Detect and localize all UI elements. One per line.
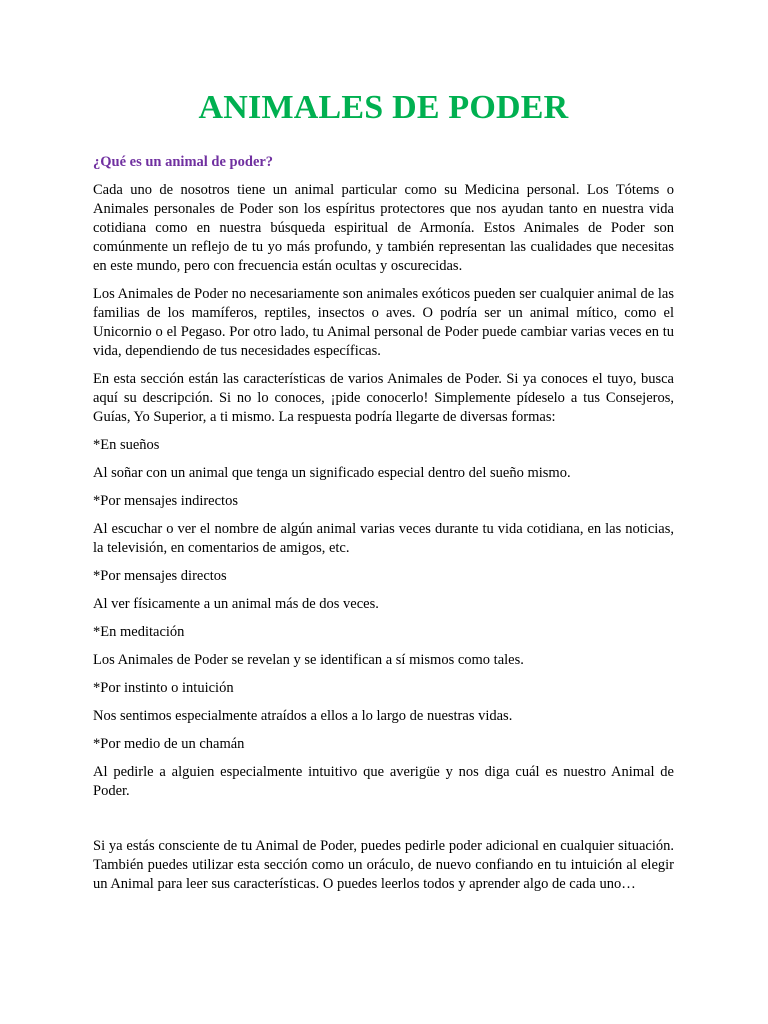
list-heading-suenos: *En sueños: [93, 437, 160, 453]
list-text-suenos: Al soñar con un animal que tenga un significado especial dentro del sueño mismo.: [93, 465, 571, 481]
list-text-indirectos: Al escuchar o ver el nombre de algún animal varias veces durante tu vida cotidiana, en las noticias, la televisión, en comentarios de amigos, etc.: [93, 521, 674, 556]
paragraph-closing: Si ya estás consciente de tu Animal de Poder, puedes pedirle poder adicional en cualquier situación. También puedes utilizar esta sección como un oráculo, de nuevo confiando en tu intuición al elegir un Animal para leer sus características. O puedes leerlos todos y aprender algo de cada uno…: [93, 838, 674, 892]
paragraph-spacer: [93, 810, 674, 837]
page-title: ANIMALES DE PODER: [198, 89, 569, 126]
list-text-meditacion: Los Animales de Poder se revelan y se identifican a sí mismos como tales.: [93, 652, 524, 668]
list-heading-chaman: *Por medio de un chamán: [93, 736, 245, 752]
paragraph-types: Los Animales de Poder no necesariamente son animales exóticos pueden ser cualquier animal de las familias de los mamíferos, reptiles, insectos o aves. O podría ser un animal mítico, como el Unicornio o el Pegaso. Por otro lado, tu Animal personal de Poder puede cambiar varias veces en tu vida, dependiendo de tus necesidades específicas.: [93, 286, 674, 359]
section-heading: ¿Qué es un animal de poder?: [93, 154, 274, 170]
document-body: [93, 181, 674, 903]
paragraph-section: En esta sección están las características de varios Animales de Poder. Si ya conoces el tuyo, busca aquí su descripción. Si no lo conoces, ¡pide conocerlo! Simplemente pídeselo a tus Consejeros, Guías, Yo Superior, a ti mismo. La respuesta podría llegarte de diversas formas:: [93, 371, 674, 425]
list-heading-meditacion: *En meditación: [93, 624, 185, 640]
list-heading-indirectos: *Por mensajes indirectos: [93, 493, 238, 509]
paragraph-intro: Cada uno de nosotros tiene un animal particular como su Medicina personal. Los Tótems o Animales personales de Poder son los espíritus protectores que nos ayudan tanto en nuestra vida cotidiana como en nuestra búsqueda espiritual de Armonía. Estos Animales de Poder son comúnmente un reflejo de tu yo más profundo, y también representan las cualidades que necesitas en este mundo, pero con frecuencia están ocultas y oscurecidas.: [93, 182, 674, 274]
list-text-directos: Al ver físicamente a un animal más de dos veces.: [93, 596, 379, 612]
list-heading-instinto: *Por instinto o intuición: [93, 680, 234, 696]
list-heading-directos: *Por mensajes directos: [93, 568, 227, 584]
list-text-chaman: Al pedirle a alguien especialmente intuitivo que averigüe y nos diga cuál es nuestro Animal de Poder.: [93, 764, 674, 799]
list-text-instinto: Nos sentimos especialmente atraídos a ellos a lo largo de nuestras vidas.: [93, 708, 513, 724]
